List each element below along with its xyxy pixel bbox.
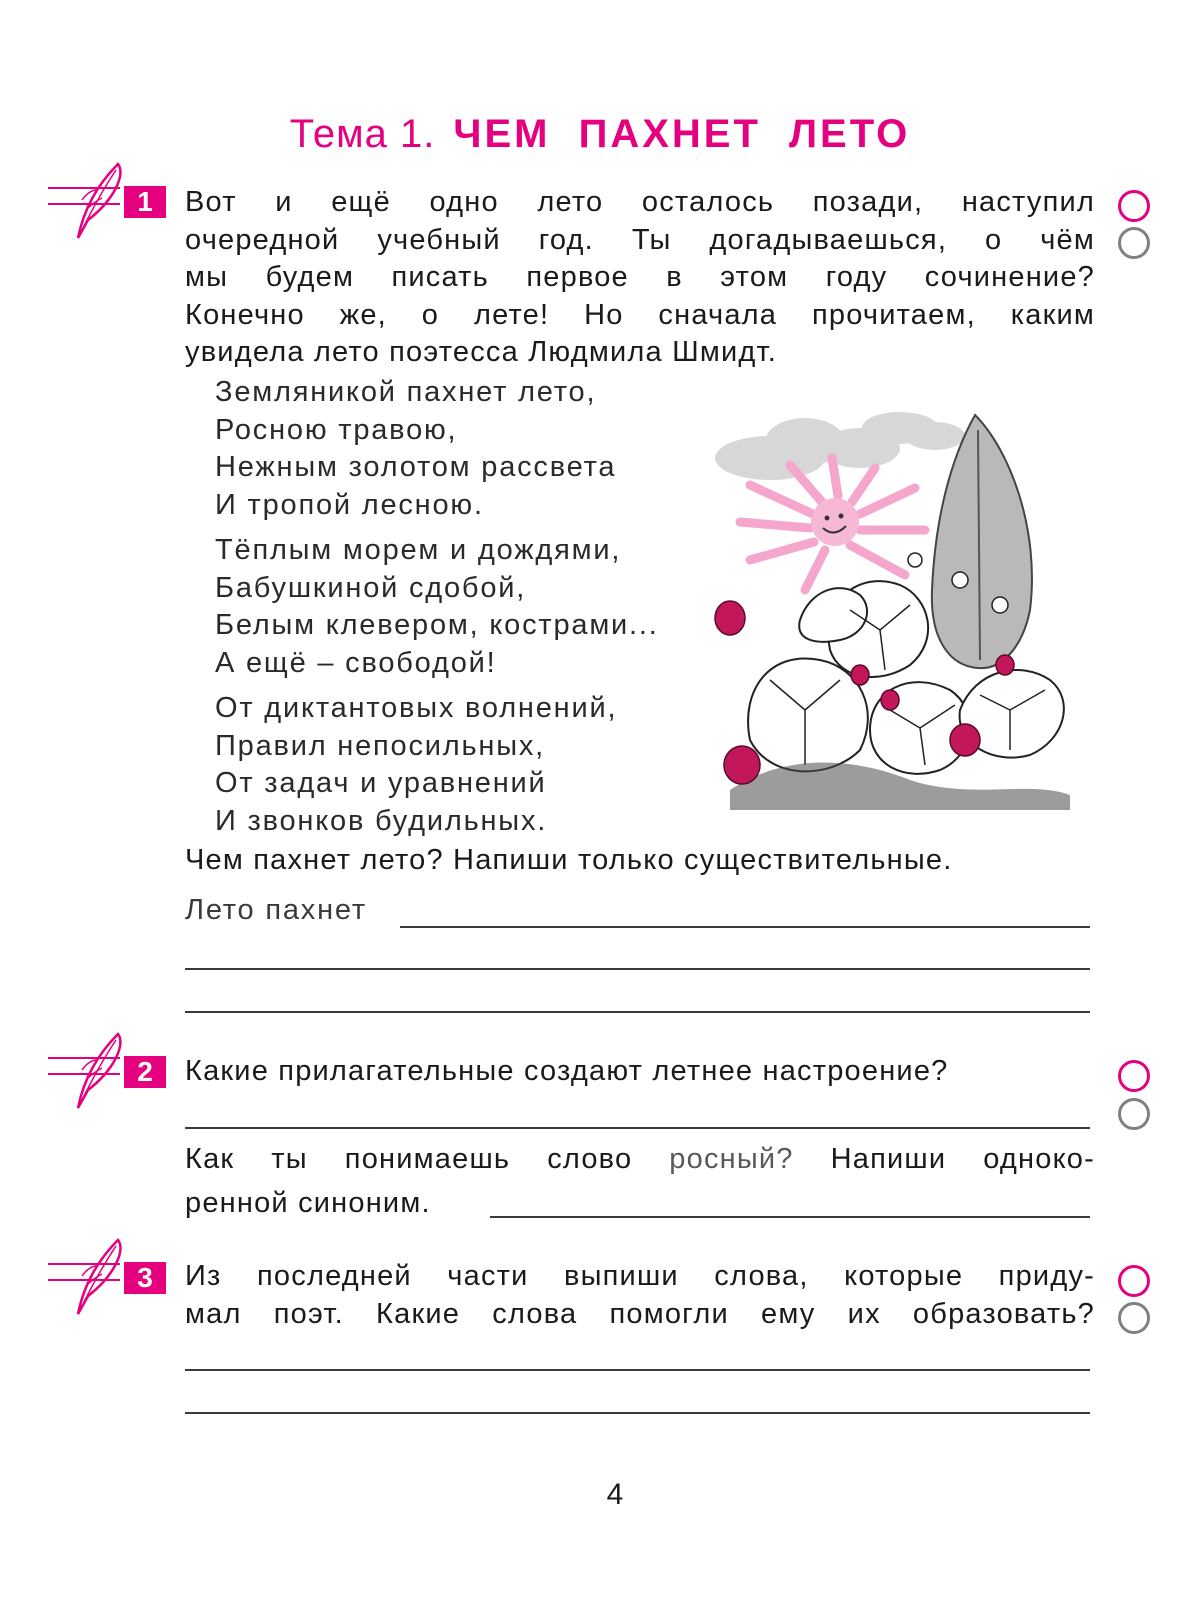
poem-line: Земляникой пахнет лето, (215, 376, 597, 408)
poem-line: И звонков будильных. (215, 804, 548, 837)
intro-line: очередной учебный год. Ты догадываешься, о чём (185, 223, 1095, 256)
task-3-question (185, 1258, 1095, 1333)
task-number-badge: 3 (124, 1262, 166, 1294)
self-check-circle-gray[interactable] (1118, 227, 1150, 259)
poem-line: Тёплым морем и дождями, (215, 534, 622, 566)
page-number: 4 (606, 1478, 624, 1511)
answer-prefix-label: Лето пахнет (185, 894, 367, 926)
poem (215, 374, 735, 848)
poem-line: Нежным золотом рассвета (215, 451, 617, 483)
answer-line[interactable] (185, 1127, 1090, 1129)
intro-line: Конечно же, о лете! Но сначала прочитаем, каким (185, 298, 1095, 331)
task-2-marker (48, 1030, 168, 1110)
poem-line: Росною травою, (215, 413, 458, 446)
question-text: Напиши одноко- (830, 1143, 1095, 1175)
poem-line: Правил непосильных, (215, 729, 546, 762)
task-number-badge: 1 (124, 186, 166, 218)
answer-line[interactable] (400, 926, 1090, 928)
task-1-intro (185, 184, 1095, 372)
task-2-synonym-question (185, 1141, 1095, 1222)
title-prefix: Тема 1. (289, 112, 436, 156)
task-1-question: Чем пахнет лето? Напиши только существительные. (185, 844, 953, 876)
self-check-circle-pink[interactable] (1118, 1265, 1150, 1297)
answer-line[interactable] (185, 968, 1090, 970)
intro-line: Вот и ещё одно лето осталось позади, наступил (185, 186, 1095, 218)
poem-line: Бабушкиной сдобой, (215, 571, 527, 604)
sun-icon (811, 498, 859, 546)
page-title (0, 112, 1200, 157)
cloud-icon (715, 412, 965, 480)
poem-line: От диктантовых волнений, (215, 692, 618, 724)
task-3-marker (48, 1236, 168, 1316)
self-check-circle-pink[interactable] (1118, 190, 1150, 222)
poem-line: И тропой лесною. (215, 488, 484, 521)
tree-icon (932, 415, 1032, 668)
poem-line: А ещё – свободой! (215, 646, 497, 679)
synonym-question-line (185, 1141, 1095, 1179)
self-check-circle-gray[interactable] (1118, 1098, 1150, 1130)
intro-line: мы будем писать первое в этом году сочинение? (185, 261, 1095, 293)
poem-line: Белым клевером, кострами... (215, 609, 659, 641)
summer-strawberry-illustration (710, 410, 1090, 810)
question-text: Как ты понимаешь слово (185, 1143, 633, 1175)
poem-line: От задач и уравнений (215, 767, 547, 799)
self-check-circle-gray[interactable] (1118, 1302, 1150, 1334)
poem-stanza-3 (215, 690, 735, 840)
highlighted-word: росный? (669, 1143, 794, 1175)
answer-line[interactable] (490, 1216, 1090, 1218)
synonym-question-line-2: ренной синоним. (185, 1186, 431, 1219)
self-check-circle-pink[interactable] (1118, 1060, 1150, 1092)
task-number-badge: 2 (124, 1056, 166, 1088)
intro-line: увидела лето поэтесса Людмила Шмидт. (185, 336, 778, 368)
task-3-line: мал поэт. Какие слова помогли ему их образовать? (185, 1297, 1095, 1330)
poem-stanza-2 (215, 532, 735, 682)
task-1-marker (48, 160, 168, 240)
task-2-question: Какие прилагательные создают летнее настроение? (185, 1055, 949, 1087)
answer-line[interactable] (185, 1369, 1090, 1371)
answer-line[interactable] (185, 1412, 1090, 1414)
poem-stanza-1 (215, 374, 735, 524)
title-main: ЧЕМ ПАХНЕТ ЛЕТО (453, 112, 911, 156)
task-3-line: Из последней части выпиши слова, которые приду- (185, 1260, 1095, 1292)
answer-line[interactable] (185, 1011, 1090, 1013)
